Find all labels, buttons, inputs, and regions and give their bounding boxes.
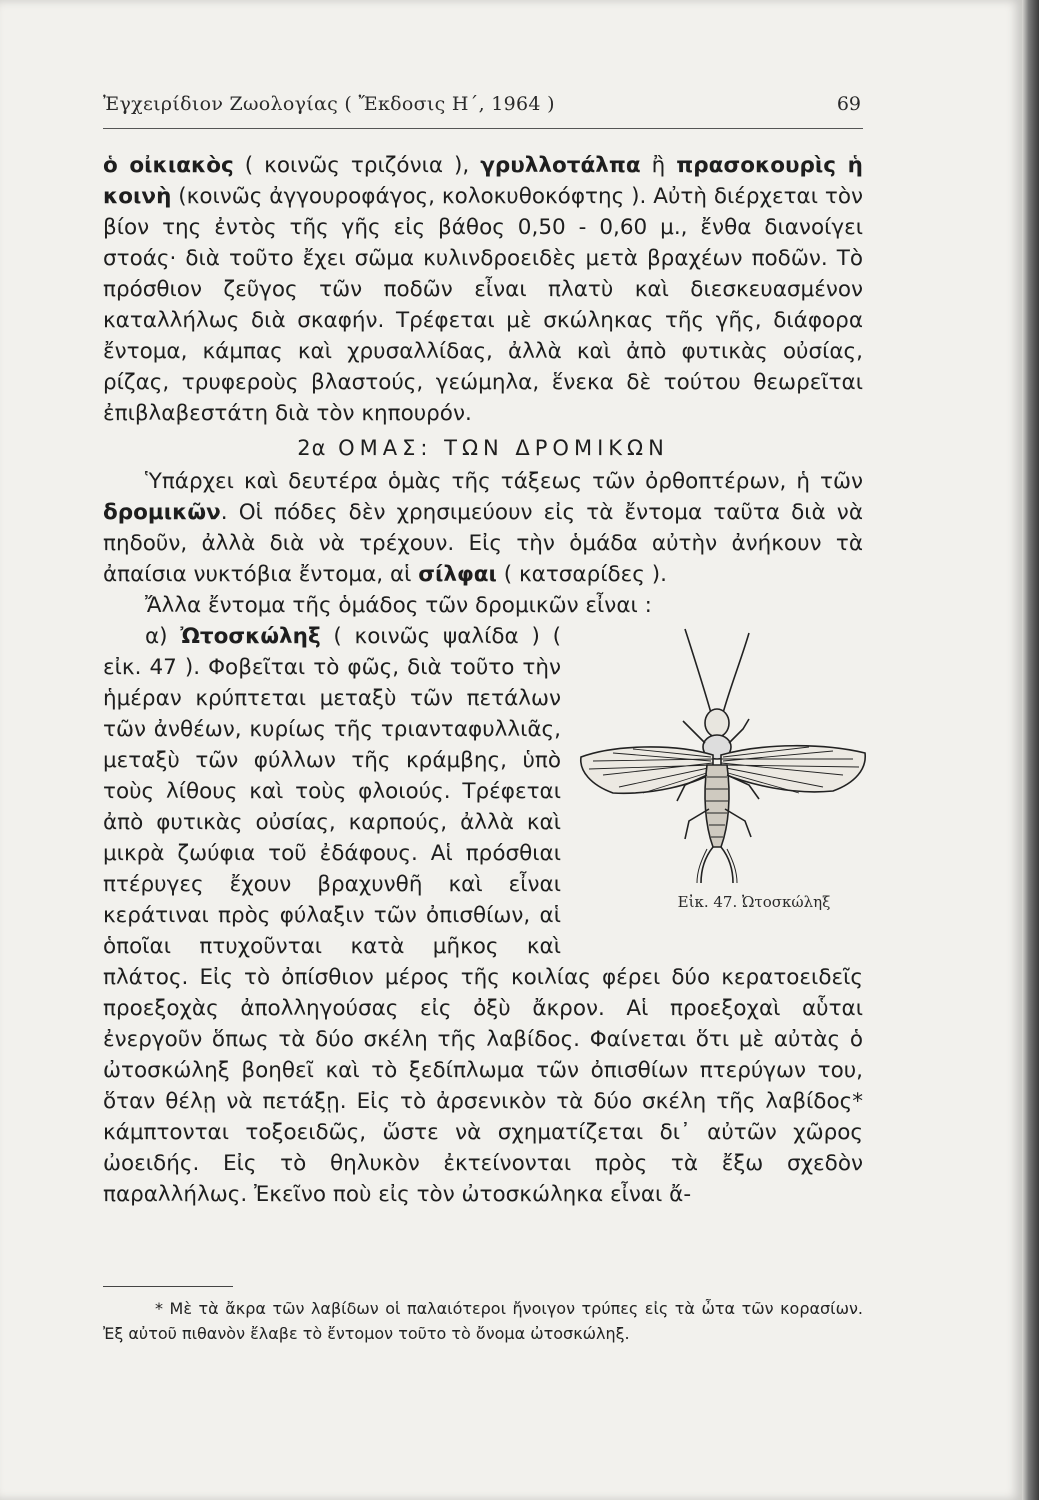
page-number: 69 [836,93,861,115]
section-heading: 2α ΟΜΑΣ: ΤΩΝ ΔΡΟΜΙΚΩΝ [297,436,669,460]
earwig-illustration-icon [573,625,873,887]
term-dromikon: δρομικῶν [103,500,221,525]
paragraph-earwig: α) Ὠτοσκώληξ Εἰκ. 47. Ὠτοσκώληξ ( κοινῶς ψαλίδα ) ( εἰκ. 47 ). Φοβεῖται τὸ φῶς, διὰ τοῦτο τὴν ἡμέραν κρύπτεται μεταξὺ τῶν πετάλων τῶν ἀνθέων, κυρίως τῆς τριανταφυλλιᾶς, μεταξὺ τῶν φύλλων τῆς κράμβης, ὑπὸ τοὺς λίθους καὶ τοὺς φλοιούς. Τρέφεται ἀπὸ φυτικὰς οὐσίας, καρπούς, ἀλλὰ καὶ μικρὰ ζωύφια τοῦ ἐδάφους. Αἱ πρόσθιαι πτέρυγες ἔχουν βραχυνθῆ καὶ εἶναι κεράτιναι πρὸς φύλαξιν τῶν ὀπισθίων, αἱ ὁποῖαι πτυχοῦνται κατὰ μῆκος καὶ πλάτος. Εἰς τὸ ὀπίσθιον μέρος τῆς κοιλίας φέρει δύο κερατοειδεῖς προεξοχὰς ἀπολληγούσας εἰς ὀξὺ ἄκρον. Αἱ προεξοχαὶ αὗται ἐνεργοῦν ὅπως τὰ δύο σκέλη τῆς λαβίδος. Φαίνεται ὅτι μὲ αὐτὰς ὁ ὠτοσκώληξ βοηθεῖ καὶ τὸ ξεδίπλωμα τῶν ὀπισθίων πτερύγων του, ὅταν θέλῃ νὰ πετάξῃ. Εἰς τὸ ἀρσενικὸν τὰ δύο σκέλη τῆς λαβίδος* κάμπτονται τοξοειδῶς, ὥστε νὰ σχηματίζεται δι᾿ αὐτῶν χῶρος ὠοειδής. Εἰς τὸ θηλυκὸν ἐκτείνονται πρὸς τὰ ἔξω σχεδὸν παραλλήλως. Ἐκεῖνο ποὺ εἰς τὸν ὠτοσκώληκα εἶναι ἄ- [103,621,863,1210]
earwig-section [103,621,863,1210]
page-edge-shadow [1022,0,1039,1500]
paragraph-dromika: Ὑπάρχει καὶ δευτέρα ὁμὰς τῆς τάξεως τῶν ὀρθοπτέρων, ἡ τῶν δρομικῶν. Οἱ πόδες δὲν χρησιμεύουν εἰς τὰ ἔντομα ταῦτα διὰ νὰ πηδοῦν, ἀλλὰ διὰ νὰ τρέχουν. Εἰς τὴν ὁμάδα αὐτὴν ἀνήκουν τὰ ἀπαίσια νυκτόβια ἔντομα, αἱ σίλφαι ( κατσαρίδες ). [103,469,863,587]
footnote-text: * Μὲ τὰ ἄκρα τῶν λαβίδων οἱ παλαιότεροι ἤνοιγον τρύπες εἰς τὰ ὦτα τῶν κορασίων. Ἐξ αὐτοῦ πιθανὸν ἔλαβε τὸ ἔντομον τοῦτο τὸ ὄνομα ὠτοσκώληξ. [103,1299,863,1343]
book-title: Ἐγχειρίδιον Ζωολογίας ( Ἔκδοσις Η΄, 1964 ) [103,93,555,115]
header-rule [103,128,863,129]
paragraph-other-insects: Ἄλλα ἔντομα τῆς ὁμάδος τῶν δρομικῶν εἶναι : [145,593,652,618]
term-prasokouris: πρασοκουρὶς ἡ κοινὴ [103,153,863,209]
term-otoskolix: Ὠτοσκώληξ [180,624,321,649]
figure-47 [573,625,873,945]
term-silfai: σίλφαι [418,562,497,587]
footnote-rule [103,1286,233,1287]
term-gryllotalpa: γρυλλοτάλπα [480,153,641,178]
body-text [103,150,863,1210]
term-oikiakos: ὁ οἰκιακὸς [103,153,234,178]
figure-caption: Εἰκ. 47. Ὠτοσκώληξ [677,893,831,911]
paragraph-mole-cricket: ὁ οἰκιακὸς ( κοινῶς τριζόνια ), γρυλλοτάλπα ἢ πρασοκουρὶς ἡ κοινὴ (κοινῶς ἀγγουροφάγος, κολοκυθοκόφτης ). Αὐτὴ διέρχεται τὸν βίον της ἐντὸς τῆς γῆς εἰς βάθος 0,50 - 0,60 μ., ἔνθα διανοίγει στοάς· διὰ τοῦτο ἔχει σῶμα κυλινδροειδὲς μετὰ βραχέων ποδῶν. Τὸ πρόσθιον ζεῦγος τῶν ποδῶν εἶναι πλατὺ καὶ διεσκευασμένον καταλλήλως διὰ σκαφήν. Τρέφεται μὲ σκώληκας τῆς γῆς, διάφορα ἔντομα, κάμπας καὶ χρυσαλλίδας, ἀλλὰ καὶ ἀπὸ φυτικὰς οὐσίας, ρίζας, τρυφεροὺς βλαστούς, γεώμηλα, ἕνεκα δὲ τούτου θεωρεῖται ἐπιβλαβεστάτη διὰ τὸν κηπουρόν. [103,153,863,426]
footnote [103,1296,863,1346]
